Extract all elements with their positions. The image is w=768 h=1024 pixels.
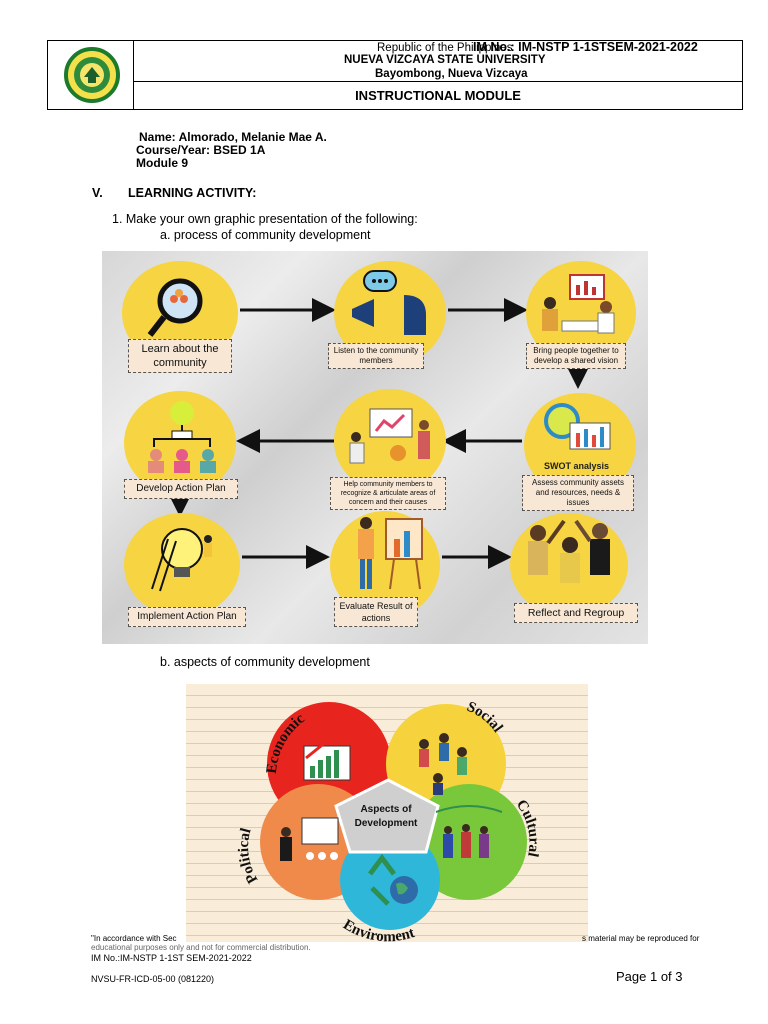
step-2-label: Listen to the community members — [328, 343, 424, 369]
presentation-people-icon — [346, 397, 436, 467]
student-info — [136, 131, 327, 170]
module-number: Module 9 — [136, 156, 189, 170]
notice-left: "In accordance with Sec — [91, 934, 177, 943]
magnifier-people-icon — [144, 273, 214, 343]
bulb-team-icon — [142, 397, 222, 473]
step-9-label: Reflect and Regroup — [514, 603, 638, 623]
republic-text: Republic of the Philippines — [377, 42, 513, 54]
header-bottom-cell — [134, 82, 742, 109]
footer-im-number: IM No.:IM-NSTP 1-1ST SEM-2021-2022 — [91, 953, 252, 963]
evaluate-chart-icon — [346, 513, 426, 593]
step-6-label: Develop Action Plan — [124, 479, 238, 499]
step-4-label: Assess community assets and resources, needs & issues — [522, 475, 634, 511]
step-8-label: Evaluate Result of actions — [334, 597, 418, 627]
team-high-five-icon — [514, 515, 624, 591]
swot-chart-icon — [540, 403, 620, 453]
aspect-label-social: Social — [464, 698, 506, 736]
section-number: V. — [92, 186, 103, 200]
svg-text:Political — [236, 826, 261, 886]
aspect-label-environment: Enviroment — [340, 916, 417, 942]
header-top-cell — [134, 41, 742, 82]
aspect-label-cultural: Cultural — [512, 797, 542, 859]
megaphone-speaker-icon — [346, 269, 436, 339]
aspects-infographic — [186, 684, 588, 942]
task-1b: b. aspects of community development — [160, 655, 370, 669]
aspects-center-line2: Development — [354, 818, 418, 829]
aspects-center-line1: Aspects of — [360, 804, 412, 815]
section-heading — [92, 186, 256, 200]
process-infographic — [102, 251, 648, 644]
lightbulb-ladder-icon — [142, 519, 222, 595]
logo-cell — [48, 41, 134, 109]
form-code: NVSU-FR-ICD-05-00 (081220) — [91, 974, 215, 984]
university-name: NUEVA VIZCAYA STATE UNIVERSITY — [344, 54, 546, 66]
notice-right: s material may be reproduced for — [582, 934, 700, 943]
document-header — [47, 40, 743, 110]
task-1a: a. process of community development — [160, 228, 371, 242]
swot-label: SWOT analysis — [544, 461, 610, 471]
meeting-people-icon — [536, 273, 626, 341]
university-location: Bayombong, Nueva Vizcaya — [375, 68, 528, 80]
step-1-label: Learn about the community — [128, 339, 232, 373]
notice-line2: educational purposes only and not for commercial distribution. — [91, 943, 311, 952]
step-7-label: Implement Action Plan — [128, 607, 246, 627]
step-3-label: Bring people together to develop a shared vision — [526, 343, 626, 369]
student-course: Course/Year: BSED 1A — [136, 143, 266, 157]
student-name: Name: Almorado, Melanie Mae A. — [139, 130, 327, 144]
copyright-notice — [91, 934, 725, 952]
aspect-label-economic: Economic — [263, 710, 308, 775]
aspect-label-political: Political — [236, 826, 262, 887]
university-seal-icon — [64, 45, 120, 105]
im-number: IM No.: IM-NSTP 1-1STSEM-2021-2022 — [473, 40, 698, 54]
section-title: LEARNING ACTIVITY: — [128, 186, 257, 200]
module-title: INSTRUCTIONAL MODULE — [355, 88, 521, 103]
step-5-label: Help community members to recognize & articulate areas of concern and their causes — [330, 477, 446, 510]
page-number: Page 1 of 3 — [616, 969, 683, 984]
task-1: 1. Make your own graphic presentation of the following: — [112, 212, 418, 226]
aspects-diagram — [186, 684, 588, 942]
